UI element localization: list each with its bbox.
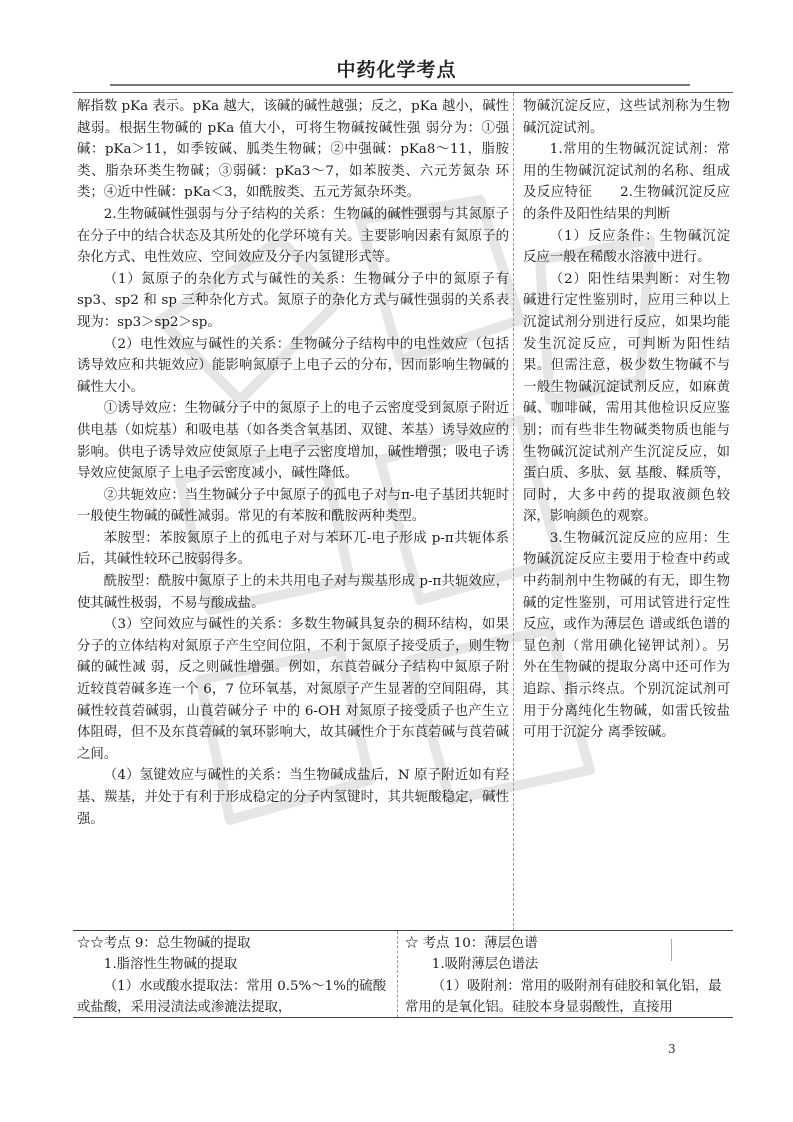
section-heading: ☆☆考点 9：总生物碱的提取 (77, 936, 251, 951)
page-title: 中药化学考点 (336, 59, 457, 81)
paragraph: 1.常用的生物碱沉淀试剂：常用的生物碱沉淀试剂的名称、组成及反应特征 2.生物碱沉淀反应的条件及阳性结果的判断 (523, 142, 730, 222)
paragraph: （2）电性效应与碱性的关系：生物碱分子结构中的电性效应（包括诱导效应和共轭效应）能影响氮原子上电子云的分布，因而影响生物碱的碱性大小。 (77, 336, 509, 395)
paragraph: （1）水或酸水提取法：常用 0.5%～1%的硫酸或盐酸，采用浸渍法或渗漉法提取， (77, 978, 387, 1015)
exam-point-9 (77, 933, 393, 1018)
paragraph: 3.生物碱沉淀反应的应用：生物碱沉淀反应主要用于检查中药或中药制剂中生物碱的有无，即生物碱的定性鉴别，可用试管进行定性反应，或作为薄层色 谱或纸色谱的显色剂（常用碘化铋钾试剂）。另外在生物碱的提取分离中还可作为追踪、指示终点。个别沉淀试剂可用于分离纯化生物碱，如雷氏铵盐可用于沉淀分 离季铵碱。 (523, 530, 730, 741)
subheading: 1.脂溶性生物碱的提取 (103, 957, 238, 973)
paragraph: 2.生物碱碱性强弱与分子结构的关系：生物碱的碱性强弱与其氮原子在分子中的结合状态及其所处的化学环境有关。主要影响因素有氮原子的杂化方式、电性效应、空间效应及分子内氢键形式等。 (77, 206, 509, 266)
paragraph: （1）吸附剂：常用的吸附剂有硅胶和氧化铝，最常用的是氧化铝。硅胶本身显弱酸性，直接用 (405, 978, 722, 1015)
paragraph: （1）氮原子的杂化方式与碱性的关系：生物碱分子中的氮原子有 sp3、sp2 和 sp 三种杂化方式。氮原子的杂化方式与碱性强弱的关系表现为：sp3＞sp2＞sp。 (77, 271, 509, 330)
paragraph: （2）阳性结果判断：对生物碱进行定性鉴别时，应用三种以上沉淀试剂分别进行反应，如果均能发生沉淀反应，可判断为阳性结果。但需注意，极少数生物碱不与一般生物碱沉淀试剂反应，如麻黄碱、咖啡碱，需用其他检识反应鉴别；而有些非生物碱类物质也能与生物碱沉淀试剂产生沉淀反应，如蛋白质、多肽、氨 基酸、鞣质等，同时，大多中药的提取液颜色较深，影响颜色的观察。 (523, 271, 730, 525)
paragraph: （3）空间效应与碱性的关系：多数生物碱具复杂的稠环结构，如果分子的立体结构对氮原子产生空间位阻，不利于氮原子接受质子，则生物碱的碱性减 弱，反之则碱性增强。例如，东莨菪碱分子结构中氮原子附近较莨菪碱多连一个 6，7 位环氧基，对氮原子产生显著的空间阻碍，其碱性较莨菪碱弱，山莨菪碱分子 中的 6-OH 对氮原子接受质子也产生立体阻碍，但不及东莨菪碱的氧环影响大，故其碱性介于东莨菪碱与莨菪碱之间。 (77, 617, 509, 762)
paragraph: （1）反应条件：生物碱沉淀反应一般在稀酸水溶液中进行。 (523, 228, 730, 266)
subheading: 1.吸附薄层色谱法 (431, 957, 539, 973)
paragraph: 酰胺型：酰胺中氮原子上的未共用电子对与羰基形成 p-π共轭效应，使其碱性极弱，不易与酸成盐。 (77, 574, 509, 611)
bottom-section (73, 930, 733, 1018)
paragraph: 苯胺型：苯胺氮原子上的孤电子对与苯环兀-电子形成 p-π共轭体系后，其碱性较环己胺弱得多。 (77, 530, 509, 568)
right-column (523, 96, 730, 744)
paragraph: （4）氢键效应与碱性的关系：当生物碱成盐后，N 原子附近如有羟基、羰基，并处于有利于形成稳定的分子内氢键时，其共轭酸稳定，碱性强。 (77, 768, 509, 827)
paragraph: 物碱沉淀反应，这些试剂称为生物碱沉淀试剂。 (523, 99, 730, 136)
paragraph: ①诱导效应：生物碱分子中的氮原子上的电子云密度受到氮原子附近供电基（如烷基）和吸电基（如各类含氧基团、双键、苯基）诱导效应的影响。供电子诱导效应使氮原子上电子云密度增加，碱性增强；吸电子诱导效应使氮原子上电子云密度减小，碱性降低。 (77, 401, 509, 482)
column-divider (513, 93, 514, 931)
content-box (73, 92, 733, 931)
paragraph: ②共轭效应：当生物碱分子中氮原子的孤电子对与π-电子基团共轭时一般使生物碱的碱性减弱。常见的有苯胺和酰胺两种类型。 (77, 487, 509, 525)
page-number: 3 (668, 1042, 676, 1056)
column-divider (397, 931, 398, 1017)
exam-point-10 (405, 933, 731, 1018)
paragraph: 解指数 pKa 表示。pKa 越大，该碱的碱性越强；反之，pKa 越小，碱性越弱。根据生物碱的 pKa 值大小，可将生物碱按碱性强 弱分为：①强碱：pKa＞11，如季铵碱、胍类生物碱；②中强碱：pKa8～11，脂胺类、脂杂环类生物碱；③弱碱：pKa3～7，如苯胺类、六元芳氮杂 环类；④近中性碱：pKa＜3，如酰胺类、五元芳氮杂环类。 (77, 99, 509, 201)
title-underline (110, 84, 690, 86)
section-heading: ☆ 考点 10：薄层色谱 (405, 936, 538, 951)
left-column (77, 96, 509, 830)
